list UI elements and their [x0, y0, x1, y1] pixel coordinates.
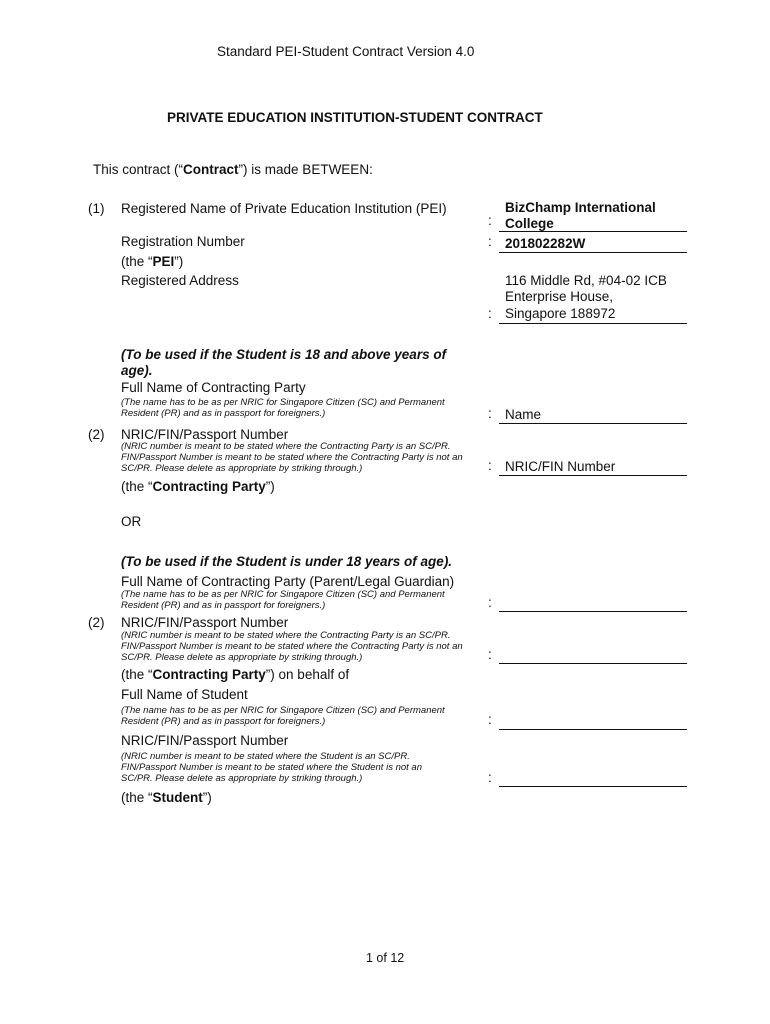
colon: : — [488, 213, 492, 228]
adult-name-underline — [499, 423, 687, 424]
running-header: Standard PEI-Student Contract Version 4.0 — [217, 44, 475, 59]
pei-name-label: Registered Name of Private Education Institution (PEI) — [121, 201, 447, 216]
colon: : — [488, 406, 492, 421]
pei-address-line1: 116 Middle Rd, #04-02 ICB — [505, 273, 667, 288]
section-number-2: (2) — [88, 427, 105, 442]
pei-reg-underline — [499, 252, 687, 253]
minor-name-note: (The name has to be as per NRIC for Singapore Citizen (SC) and Permanent Resident (PR) and as in passport for foreigners.) — [121, 589, 445, 611]
student-name-note: (The name has to be as per NRIC for Singapore Citizen (SC) and Permanent Resident (PR) and as in passport for foreigners.) — [121, 705, 445, 727]
pei-address-underline — [499, 323, 687, 324]
minor-name-label: Full Name of Contracting Party (Parent/Legal Guardian) — [121, 574, 455, 589]
adult-heading-line2: age). — [121, 363, 153, 378]
section-number-1: (1) — [88, 201, 105, 216]
colon: : — [488, 595, 492, 610]
minor-name-underline — [499, 611, 687, 612]
pei-reg-label: Registration Number — [121, 234, 245, 249]
pei-name-underline — [499, 231, 687, 232]
student-name-label: Full Name of Student — [121, 687, 248, 702]
adult-name-note: (The name has to be as per NRIC for Singapore Citizen (SC) and Permanent Resident (PR) and as in passport for foreigners.) — [121, 397, 445, 419]
pei-name-value: BizChamp International — [505, 200, 656, 215]
minor-heading: (To be used if the Student is under 18 years of age). — [121, 554, 453, 569]
minor-nric-note: (NRIC number is meant to be stated where the Contracting Party is an SC/PR. FIN/Passport Number is meant to be stated where the Contracting Party is not an SC/PR. Please delete as appropriate by striking through.) — [121, 630, 463, 663]
page-number: 1 of 12 — [366, 951, 405, 965]
colon: : — [488, 306, 492, 321]
section-number-2b: (2) — [88, 615, 105, 630]
student-nric-underline — [499, 786, 687, 787]
minor-cp-defined-term: (the “Contracting Party”) on behalf of — [121, 667, 350, 682]
adult-heading: (To be used if the Student is 18 and above years of — [121, 347, 447, 362]
pei-name-value-line2: College — [505, 216, 554, 231]
pei-address-line3: Singapore 188972 — [505, 306, 616, 321]
adult-nric-label: NRIC/FIN/Passport Number — [121, 427, 289, 442]
colon: : — [488, 234, 492, 249]
adult-name-value: Name — [505, 407, 542, 422]
minor-nric-underline — [499, 663, 687, 664]
colon: : — [488, 458, 492, 473]
adult-defined-term: (the “Contracting Party”) — [121, 479, 275, 494]
colon: : — [488, 770, 492, 785]
document-title: PRIVATE EDUCATION INSTITUTION-STUDENT CONTRACT — [167, 110, 543, 125]
adult-nric-underline — [499, 475, 687, 476]
adult-name-label: Full Name of Contracting Party — [121, 380, 306, 395]
pei-reg-value: 201802282W — [505, 236, 586, 251]
adult-nric-value: NRIC/FIN Number — [505, 459, 616, 474]
pei-defined-term: (the “PEI”) — [121, 254, 184, 269]
student-nric-label: NRIC/FIN/Passport Number — [121, 733, 289, 748]
minor-nric-label: NRIC/FIN/Passport Number — [121, 615, 289, 630]
student-name-underline — [499, 729, 687, 730]
intro-text: This contract (“Contract”) is made BETWEEN: — [93, 162, 373, 177]
colon: : — [488, 647, 492, 662]
pei-address-line2: Enterprise House, — [505, 289, 614, 304]
colon: : — [488, 712, 492, 727]
student-defined-term: (the “Student”) — [121, 790, 212, 805]
student-nric-note: (NRIC number is meant to be stated where the Student is an SC/PR. FIN/Passport Number is meant to be stated where the Student is not an SC/PR. Please delete as appropriate by striking through.) — [121, 751, 422, 784]
pei-address-label: Registered Address — [121, 273, 239, 288]
or-separator: OR — [121, 514, 142, 529]
adult-nric-note: (NRIC number is meant to be stated where the Contracting Party is an SC/PR. FIN/Passport Number is meant to be stated where the Contracting Party is not an SC/PR. Please delete as appropriate by striking through.) — [121, 441, 463, 474]
